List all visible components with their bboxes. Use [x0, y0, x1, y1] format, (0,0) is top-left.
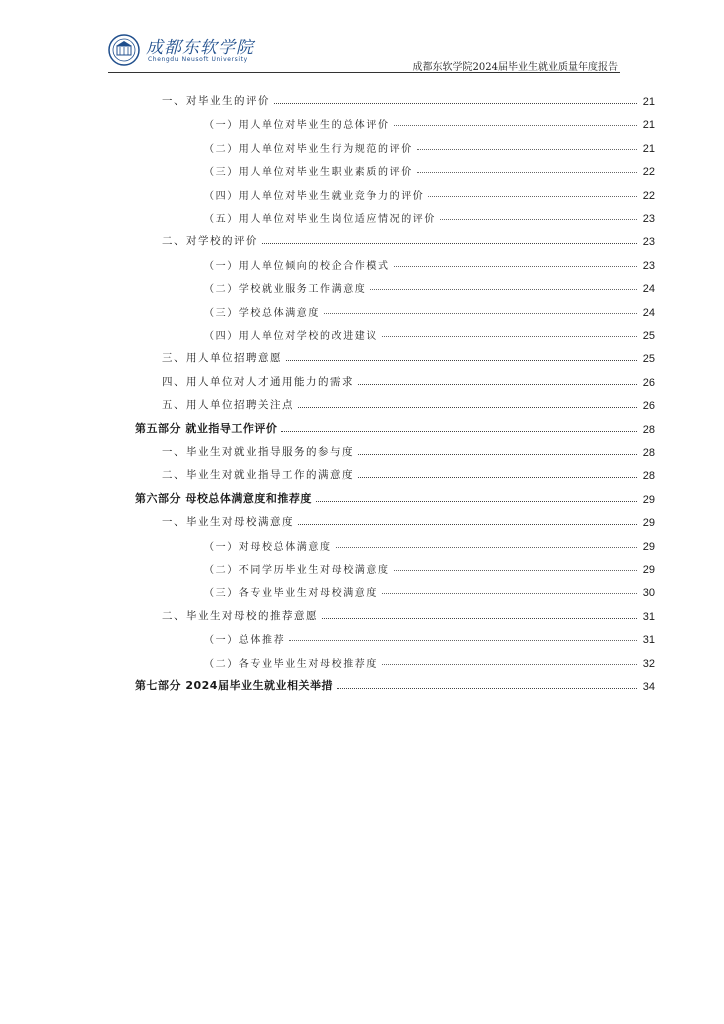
toc-leader-dots	[336, 547, 637, 548]
toc-entry[interactable]	[162, 605, 655, 623]
toc-leader-dots	[358, 384, 637, 385]
toc-page-number: 28	[642, 423, 655, 436]
toc-entry-title: （三）用人单位对毕业生职业素质的评价	[204, 167, 413, 179]
toc-leader-dots	[382, 336, 637, 337]
toc-leader-dots	[274, 103, 637, 104]
toc-page-number: 21	[642, 96, 655, 108]
toc-entry[interactable]	[162, 394, 655, 412]
toc-page-number: 26	[642, 376, 655, 389]
toc-entry-title: 二、毕业生对就业指导工作的满意度	[162, 469, 354, 482]
toc-entry[interactable]	[135, 418, 655, 436]
toc-entry-title: （五）用人单位对毕业生岗位适应情况的评价	[204, 214, 436, 225]
toc-entry[interactable]	[162, 371, 655, 389]
toc-leader-dots	[394, 570, 637, 571]
toc-entry[interactable]	[204, 628, 655, 646]
toc-leader-dots	[428, 196, 636, 197]
toc-entry-title: （四）用人单位对毕业生就业竞争力的评价	[204, 190, 425, 202]
report-title: 成都东软学院2024届毕业生就业质量年度报告	[412, 62, 618, 73]
toc-page-number: 30	[642, 587, 655, 600]
toc-page-number: 22	[642, 189, 655, 202]
toc-entry[interactable]	[135, 488, 655, 506]
toc-entry[interactable]	[204, 254, 655, 272]
toc-leader-dots	[382, 664, 637, 665]
toc-leader-dots	[417, 149, 637, 150]
toc-entry-title: 第五部分 就业指导工作评价	[135, 421, 278, 435]
toc-entry-title: （一）用人单位对毕业生的总体评价	[204, 120, 390, 132]
toc-entry-title: （四）用人单位对学校的改进建议	[204, 331, 378, 342]
toc-entry[interactable]	[162, 90, 655, 108]
toc-entry-title: 三、用人单位招聘意愿	[162, 352, 282, 365]
toc-leader-dots	[289, 640, 637, 641]
toc-page-number: 21	[642, 142, 655, 155]
toc-leader-dots	[281, 431, 636, 432]
toc-entry[interactable]	[204, 207, 655, 225]
toc-entry-title: 二、毕业生对母校的推荐意愿	[162, 609, 318, 622]
toc-page-number: 25	[642, 330, 655, 342]
toc-entry[interactable]	[162, 347, 655, 365]
toc-entry[interactable]	[204, 535, 655, 553]
toc-entry[interactable]	[204, 558, 655, 576]
toc-entry-title: 第七部分 2024届毕业生就业相关举措	[135, 679, 333, 692]
toc-leader-dots	[382, 593, 637, 594]
toc-entry[interactable]	[204, 277, 655, 295]
toc-entry-title: 二、对学校的评价	[162, 235, 258, 248]
toc-entry-title: （二）用人单位对毕业生行为规范的评价	[204, 143, 413, 155]
toc-leader-dots	[394, 125, 637, 126]
toc-entry[interactable]	[162, 511, 655, 529]
toc-entry-title: 第六部分 母校总体满意度和推荐度	[135, 491, 312, 505]
toc-leader-dots	[370, 289, 636, 290]
toc-page-number: 29	[642, 517, 655, 530]
toc-page-number: 22	[642, 166, 655, 179]
toc-entry[interactable]	[204, 184, 655, 202]
toc-leader-dots	[286, 360, 637, 361]
toc-entry-title: （二）学校就业服务工作满意度	[204, 284, 367, 296]
toc-entry[interactable]	[204, 581, 655, 599]
toc-leader-dots	[322, 618, 637, 619]
toc-page-number: 26	[642, 400, 655, 413]
toc-entry[interactable]	[204, 652, 655, 670]
toc-page-number: 34	[642, 681, 655, 693]
toc-leader-dots	[316, 501, 637, 502]
toc-entry-title: 一、毕业生对就业指导服务的参与度	[162, 446, 354, 458]
toc-leader-dots	[262, 243, 637, 244]
toc-page-number: 24	[642, 306, 655, 319]
toc-leader-dots	[298, 524, 637, 525]
toc-entry-title: 一、毕业生对母校满意度	[162, 516, 294, 529]
toc-page-number: 23	[642, 259, 655, 272]
toc-page-number: 23	[642, 236, 655, 249]
toc-entry-title: 一、对毕业生的评价	[162, 95, 270, 107]
toc-entry[interactable]	[204, 113, 655, 131]
toc-page-number: 28	[642, 470, 655, 483]
toc-entry[interactable]	[162, 464, 655, 482]
toc-page-number: 29	[642, 493, 655, 506]
toc-leader-dots	[324, 313, 637, 314]
toc-page-number: 24	[642, 283, 655, 296]
toc-entry-title: （一）对母校总体满意度	[204, 541, 332, 553]
toc-page-number: 25	[642, 353, 655, 366]
toc-page-number: 29	[642, 540, 655, 553]
toc-entry[interactable]	[162, 441, 655, 459]
toc-entry[interactable]	[204, 137, 655, 155]
toc-page-number: 29	[642, 564, 655, 576]
toc-page-number: 21	[642, 119, 655, 132]
toc-entry[interactable]	[204, 301, 655, 319]
toc-page-number: 32	[642, 657, 655, 670]
toc-leader-dots	[417, 172, 637, 173]
toc-entry-title: 五、用人单位招聘关注点	[162, 399, 294, 412]
toc-entry-title: 四、用人单位对人才通用能力的需求	[162, 375, 354, 388]
toc-leader-dots	[358, 454, 637, 455]
toc-leader-dots	[358, 477, 637, 478]
toc-page-number: 31	[642, 634, 655, 647]
toc-page-number: 31	[642, 610, 655, 623]
logo-chinese-name: 成都东软学院	[146, 38, 254, 58]
toc-entry[interactable]	[204, 324, 655, 342]
toc-entry-title: （三）学校总体满意度	[204, 307, 320, 319]
toc-leader-dots	[337, 688, 637, 689]
toc-entry-title: （三）各专业毕业生对母校满意度	[204, 588, 378, 600]
toc-leader-dots	[440, 219, 637, 220]
toc-entry[interactable]	[204, 160, 655, 178]
toc-leader-dots	[394, 266, 637, 267]
toc-entry[interactable]	[135, 675, 655, 693]
logo-english-name: Chengdu Neusoft University	[148, 56, 248, 63]
toc-entry-title: （二）各专业毕业生对母校推荐度	[204, 658, 378, 670]
toc-entry-title: （二）不同学历毕业生对母校满意度	[204, 565, 390, 576]
toc-page-number: 28	[642, 447, 655, 459]
toc-entry-title: （一）总体推荐	[204, 635, 286, 647]
toc-entry[interactable]	[162, 230, 655, 248]
toc-page-number: 23	[642, 213, 655, 225]
toc-entry-title: （一）用人单位倾向的校企合作模式	[204, 260, 390, 272]
toc-leader-dots	[298, 407, 637, 408]
